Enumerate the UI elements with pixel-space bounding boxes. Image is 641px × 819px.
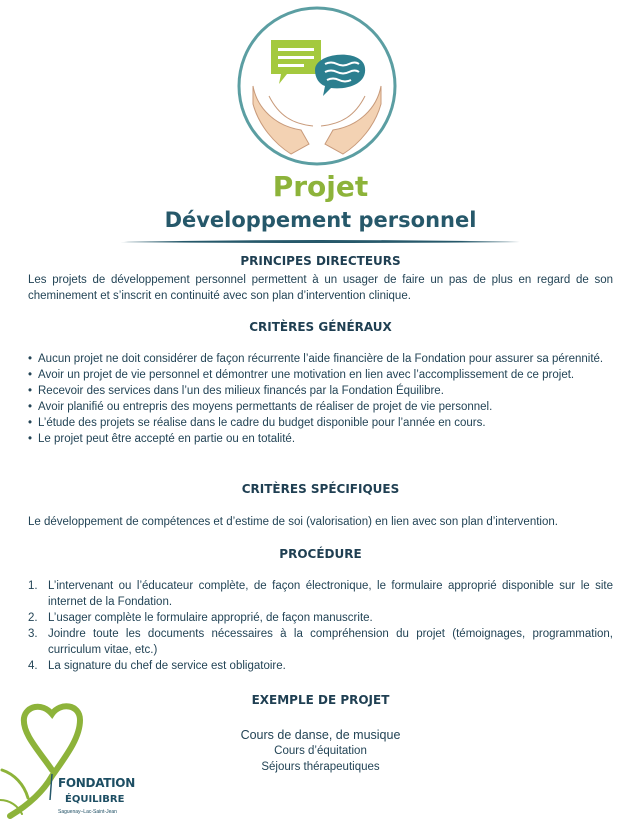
exemple-item: Séjours thérapeutiques: [261, 761, 380, 773]
list-item: 4. La signature du chef de service est obligatoire.: [28, 660, 286, 672]
title-divider: [120, 239, 520, 245]
specifiques-text: Le développement de compétences et d’estime de soi (valorisation) en lien avec son plan d’intervention.: [28, 516, 558, 528]
section-heading-specifiques: CRITÈRES SPÉCIFIQUES: [241, 482, 400, 496]
section-heading-procedure: PROCÉDURE: [279, 547, 362, 561]
procedure-list: [28, 578, 613, 674]
list-item: • L’étude des projets se réalise dans le cadre du budget disponible pour l’année en cours.: [28, 417, 486, 429]
generaux-list: [28, 351, 613, 447]
page-title: Projet: [272, 170, 369, 203]
exemple-item: Cours d’équitation: [274, 745, 367, 757]
list-item: • Aucun projet ne doit considérer de façon récurrente l’aide financière de la Fondation pour assurer sa pérennité.: [28, 353, 604, 365]
section-heading-exemple: EXEMPLE DE PROJET: [251, 693, 390, 707]
list-item: • Avoir planifié ou entrepris des moyens permettants de réaliser de projet de vie personnel.: [28, 401, 493, 413]
list-item: • Recevoir des services dans l’un des milieux financés par la Fondation Équilibre.: [28, 385, 444, 397]
hands-speech-bubbles-icon: [235, 4, 399, 168]
principes-text: Les projets de développement personnel permettent à un usager de faire un pas de plus en regard de son cheminement et s’inscrit en continuité avec son plan d’intervention clinique.: [28, 274, 613, 302]
logo-name: FONDATION: [58, 776, 135, 790]
list-item: • Le projet peut être accepté en partie ou en totalité.: [28, 433, 296, 445]
section-heading-principes: PRINCIPES DIRECTEURS: [240, 254, 401, 268]
list-item: 1. L’intervenant ou l’éducateur complète, de façon électronique, le formulaire approprié disponible sur le site internet de la Fondation.: [28, 580, 613, 608]
logo-region: Saguenay–Lac-Saint-Jean: [58, 809, 117, 815]
section-heading-generaux: CRITÈRES GÉNÉRAUX: [249, 320, 392, 334]
logo-name-2: ÉQUILIBRE: [65, 794, 125, 805]
list-item: 3. Joindre toute les documents nécessaires à la compréhension du projet (témoignages, programmation, curriculum vitae, etc.): [28, 628, 613, 656]
exemple-item: Cours de danse, de musique: [240, 728, 401, 742]
list-item: 2. L’usager complète le formulaire approprié, de façon manuscrite.: [28, 612, 373, 624]
page-subtitle: Développement personnel: [164, 208, 477, 232]
list-item: • Avoir un projet de vie personnel et démontrer une motivation en lien avec l’accomplissement de ce projet.: [28, 369, 575, 381]
